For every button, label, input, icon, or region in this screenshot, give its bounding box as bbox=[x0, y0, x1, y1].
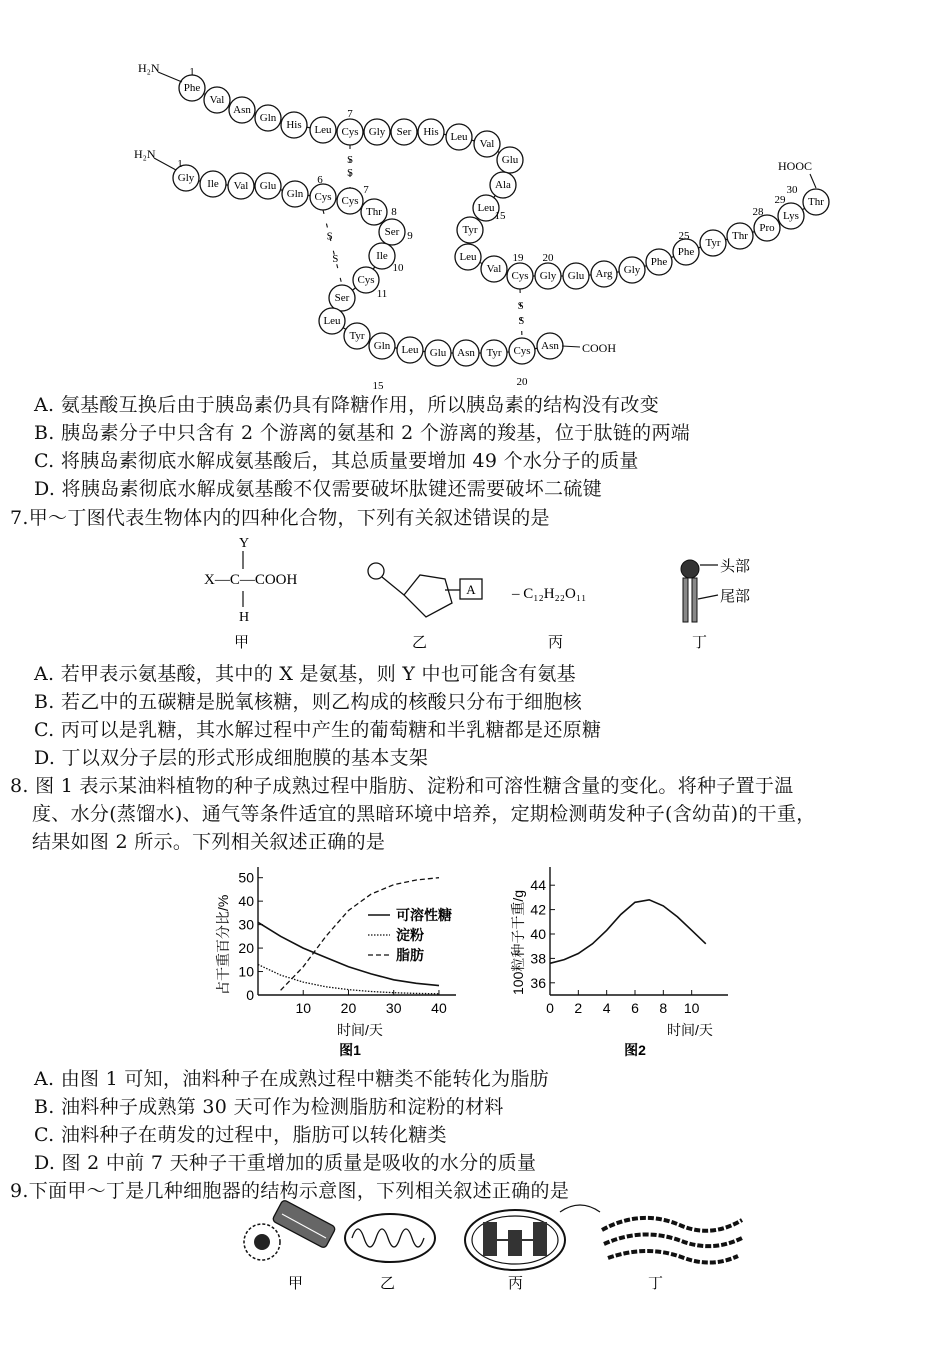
chainB-residue-label: Thr bbox=[732, 230, 748, 242]
chainA-residue-label: Cys bbox=[341, 195, 359, 207]
chainB-residue-label: Val bbox=[479, 138, 495, 150]
chainA-residue-label: Gln bbox=[286, 188, 304, 200]
disulfide-s: S bbox=[518, 314, 525, 327]
insulin-chains bbox=[154, 66, 829, 392]
fig1-legend-fat: 脂肪 bbox=[396, 947, 424, 963]
chainB-residue-label: Ser bbox=[396, 126, 412, 138]
chainA-residue-label: Cys bbox=[314, 191, 332, 203]
disulfide-s: S bbox=[346, 154, 354, 167]
chainB-residue-label: His bbox=[286, 119, 302, 131]
y-tick-label: 30 bbox=[238, 916, 254, 933]
y-tick-label: 10 bbox=[238, 963, 254, 980]
residue-number: 15 bbox=[372, 380, 384, 392]
chainB-residue-label: Phe bbox=[677, 246, 695, 258]
y-tick-label: 50 bbox=[238, 869, 254, 886]
fig1-legend-starch: 淀粉 bbox=[396, 927, 424, 943]
organelle-label-jia: 甲 bbox=[288, 1274, 304, 1292]
organelle-jia-centriole bbox=[244, 1199, 336, 1260]
chainA-residue-label: Gln bbox=[373, 340, 391, 352]
chainB-residue-label: Val bbox=[209, 94, 225, 106]
chainA-residue-label: Asn bbox=[457, 347, 475, 359]
chainB-residue-label: Tyr bbox=[705, 237, 721, 249]
x-tick-label: 10 bbox=[683, 1000, 700, 1016]
residue-number: 28 bbox=[752, 206, 764, 218]
x-tick-label: 0 bbox=[546, 1000, 554, 1016]
chainB-residue-label: Phe bbox=[650, 256, 668, 268]
residue-number: 7 bbox=[363, 184, 369, 196]
chainB-start-label: H₂N bbox=[138, 61, 160, 75]
q7-option-b: B. 若乙中的五碳糖是脱氧核糖，则乙构成的核酸只分布于细胞核 bbox=[34, 691, 583, 713]
jia-label: 甲 bbox=[234, 633, 250, 651]
figure-1-chart bbox=[210, 855, 480, 1060]
bing-label: 丙 bbox=[548, 633, 564, 651]
jia-formula: X—C—COOH bbox=[204, 572, 298, 588]
chainA-residue-label: Ile bbox=[376, 250, 388, 262]
disulfide-s: S bbox=[346, 166, 354, 179]
disulfide-s: S bbox=[326, 230, 333, 243]
chainB-residue-label: Thr bbox=[808, 196, 824, 208]
chainA-residue-label: Leu bbox=[401, 344, 419, 356]
residue-number: 30 bbox=[786, 184, 798, 196]
chainB-end-label: HOOC bbox=[778, 159, 813, 173]
chainB-residue-label: Leu bbox=[314, 124, 332, 136]
x-tick-label: 2 bbox=[574, 1000, 583, 1016]
residue-number: 10 bbox=[392, 262, 404, 274]
y-tick-label: 0 bbox=[246, 987, 254, 1003]
residue-number: 1 bbox=[189, 66, 195, 78]
chainA-end-label: COOH bbox=[582, 341, 617, 355]
q6-option-b: B. 胰岛素分子中只含有 2 个游离的氨基和 2 个游离的羧基，位于肽链的两端 bbox=[34, 422, 691, 444]
chainA-residue-label: Glu bbox=[259, 180, 277, 192]
organelle-ding-endoplasmic-reticulum bbox=[602, 1218, 742, 1263]
residue-number: 11 bbox=[376, 288, 388, 300]
chainB-residue-label: Leu bbox=[450, 131, 468, 143]
chainA-residue-label: Ser bbox=[334, 292, 350, 304]
y-tick-label: 40 bbox=[530, 926, 546, 942]
chainA-residue-label: Tyr bbox=[486, 347, 502, 359]
fig1-title: 图1 bbox=[339, 1042, 361, 1058]
figure-2-chart bbox=[505, 855, 735, 1060]
residue-number: 19 bbox=[512, 252, 524, 264]
chainB-residue-label: His bbox=[423, 126, 439, 138]
fig1-legend-sugar: 可溶性糖 bbox=[396, 907, 452, 923]
q8-option-d: D. 图 2 中前 7 天种子干重增加的质量是吸收的水分的质量 bbox=[34, 1152, 537, 1174]
chainB-residue-label: Leu bbox=[459, 251, 477, 263]
q7-option-d: D. 丁以双分子层的形式形成细胞膜的基本支架 bbox=[34, 747, 429, 769]
chainA-residue-label: Ile bbox=[207, 178, 219, 190]
residue-number: 29 bbox=[774, 194, 786, 206]
insulin-structure-figure bbox=[120, 40, 840, 392]
chainA-residue-label: Cys bbox=[513, 345, 531, 357]
q8-stem-1: 8. 图 1 表示某油料植物的种子成熟过程中脂肪、淀粉和可溶性糖含量的变化。将种子置于温 bbox=[10, 775, 794, 797]
q8-option-b: B. 油料种子成熟第 30 天可作为检测脂肪和淀粉的材料 bbox=[34, 1096, 504, 1118]
organelle-bing-chloroplast bbox=[465, 1210, 565, 1270]
bing-formula: – C₁₂H₂₂O₁₁ bbox=[512, 586, 587, 602]
chainB-residue-label: Gly bbox=[623, 264, 641, 276]
x-tick-label: 20 bbox=[340, 1000, 357, 1016]
chainB-residue-label: Leu bbox=[477, 202, 495, 214]
fig2-ylabel: 100粒种子干重/g bbox=[510, 889, 526, 995]
organelle-label-bing: 丙 bbox=[508, 1274, 524, 1292]
y-tick-label: 38 bbox=[530, 950, 546, 967]
chainB-residue-label: Asn bbox=[233, 104, 251, 116]
fig2-xlabel: 时间/天 bbox=[667, 1022, 713, 1038]
chainB-residue-label: Pro bbox=[759, 222, 775, 234]
chainB-residue-label: Arg bbox=[595, 268, 613, 280]
q8-option-c: C. 油料种子在萌发的过程中，脂肪可以转化糖类 bbox=[34, 1124, 447, 1146]
q6-option-c: C. 将胰岛素彻底水解成氨基酸后，其总质量要增加 49 个水分子的质量 bbox=[34, 450, 639, 472]
x-tick-label: 8 bbox=[659, 1000, 668, 1016]
x-tick-label: 4 bbox=[602, 1000, 611, 1016]
ding-label: 丁 bbox=[692, 633, 708, 651]
jia-h: H bbox=[239, 610, 250, 625]
chainB-residue-label: Phe bbox=[183, 82, 201, 94]
residue-number: 20 bbox=[542, 252, 554, 264]
fig1-legend bbox=[368, 907, 452, 963]
q7-option-a: A. 若甲表示氨基酸，其中的 X 是氨基，则 Y 中也可能含有氨基 bbox=[34, 663, 576, 685]
x-tick-label: 30 bbox=[385, 1000, 402, 1016]
residue-number: 1 bbox=[177, 158, 183, 170]
chainA-residue-label: Val bbox=[233, 180, 249, 192]
q7-stem: 7.甲～丁图代表生物体内的四种化合物，下列有关叙述错误的是 bbox=[10, 507, 550, 529]
q8-stem-3: 结果如图 2 所示。下列相关叙述正确的是 bbox=[32, 831, 386, 853]
chainA-residue-label: Tyr bbox=[349, 330, 365, 342]
chainB-residue-label: Gly bbox=[539, 270, 557, 282]
series-line-2 bbox=[258, 965, 439, 994]
chainA-residue-label: Ser bbox=[384, 226, 400, 238]
chainB-residue-label: Glu bbox=[567, 270, 585, 282]
organelle-label-ding: 丁 bbox=[648, 1274, 664, 1292]
q7-compounds-figure bbox=[190, 535, 790, 655]
residue-number: 8 bbox=[391, 206, 397, 218]
ding-tail: 尾部 bbox=[720, 587, 751, 605]
fig2-title: 图2 bbox=[624, 1042, 646, 1058]
ding-head: 头部 bbox=[720, 557, 751, 575]
chainA-residue-label: Thr bbox=[366, 206, 382, 218]
disulfide-s: S bbox=[517, 300, 524, 313]
chainB-residue-label: Ala bbox=[495, 179, 511, 191]
chainB-residue-label: Cys bbox=[511, 270, 529, 282]
jia-y: Y bbox=[239, 536, 250, 551]
disulfide-s: S bbox=[332, 252, 339, 265]
organelle-yi-mitochondrion bbox=[345, 1214, 435, 1262]
q8-option-a: A. 由图 1 可知，油料种子在成熟过程中糖类不能转化为脂肪 bbox=[34, 1068, 549, 1090]
chainB-residue-label: Glu bbox=[501, 154, 519, 166]
fig1-ylabel: 占干重百分比/% bbox=[215, 894, 231, 995]
residue-number: 7 bbox=[347, 108, 353, 120]
chainB-residue-label: Cys bbox=[341, 126, 359, 138]
chainA-residue-label: Asn bbox=[541, 340, 559, 352]
q8-stem-2: 度、水分(蒸馏水)、通气等条件适宜的黑暗环境中培养，定期检测萌发种子(含幼苗)的干重， bbox=[32, 803, 816, 825]
series-line-1 bbox=[550, 900, 706, 964]
residue-number: 20 bbox=[516, 376, 528, 388]
chainA-start-label: H₂N bbox=[134, 147, 156, 161]
y-tick-label: 40 bbox=[238, 893, 254, 910]
y-tick-label: 20 bbox=[238, 940, 254, 957]
fig1-xlabel: 时间/天 bbox=[337, 1022, 383, 1038]
q7-option-c: C. 丙可以是乳糖，其水解过程中产生的葡萄糖和半乳糖都是还原糖 bbox=[34, 719, 602, 741]
x-tick-label: 40 bbox=[431, 1000, 447, 1016]
organelle-label-yi: 乙 bbox=[380, 1274, 396, 1292]
residue-number: 15 bbox=[494, 210, 506, 222]
chainA-residue-label: Glu bbox=[429, 347, 447, 359]
chainB-residue-label: Tyr bbox=[462, 224, 478, 236]
chainB-residue-label: Val bbox=[486, 263, 502, 275]
chainB-residue-label: Gln bbox=[259, 112, 277, 124]
q9-organelles-figure bbox=[230, 1200, 760, 1300]
x-tick-label: 10 bbox=[295, 1000, 312, 1016]
y-tick-label: 42 bbox=[530, 901, 546, 918]
residue-number: 25 bbox=[678, 230, 690, 242]
y-tick-label: 44 bbox=[530, 877, 546, 894]
chainB-residue-label: Gly bbox=[368, 126, 386, 138]
y-tick-label: 36 bbox=[530, 974, 546, 991]
x-tick-label: 6 bbox=[631, 1000, 639, 1016]
q6-option-a: A. 氨基酸互换后由于胰岛素仍具有降糖作用，所以胰岛素的结构没有改变 bbox=[34, 394, 660, 416]
q9-stem: 9.下面甲～丁是几种细胞器的结构示意图，下列相关叙述正确的是 bbox=[10, 1180, 570, 1202]
q6-option-d: D. 将胰岛素彻底水解成氨基酸不仅需要破坏肽键还需要破坏二硫键 bbox=[34, 478, 602, 500]
residue-number: 6 bbox=[317, 174, 323, 186]
residue-number: 9 bbox=[407, 230, 413, 242]
chainA-residue-label: Cys bbox=[357, 274, 375, 286]
yi-base-box: A bbox=[466, 582, 476, 597]
chainA-residue-label: Leu bbox=[323, 315, 341, 327]
chainB-residue-label: Lys bbox=[783, 210, 799, 222]
chainA-residue-label: Gly bbox=[177, 172, 195, 184]
yi-label: 乙 bbox=[412, 633, 428, 651]
